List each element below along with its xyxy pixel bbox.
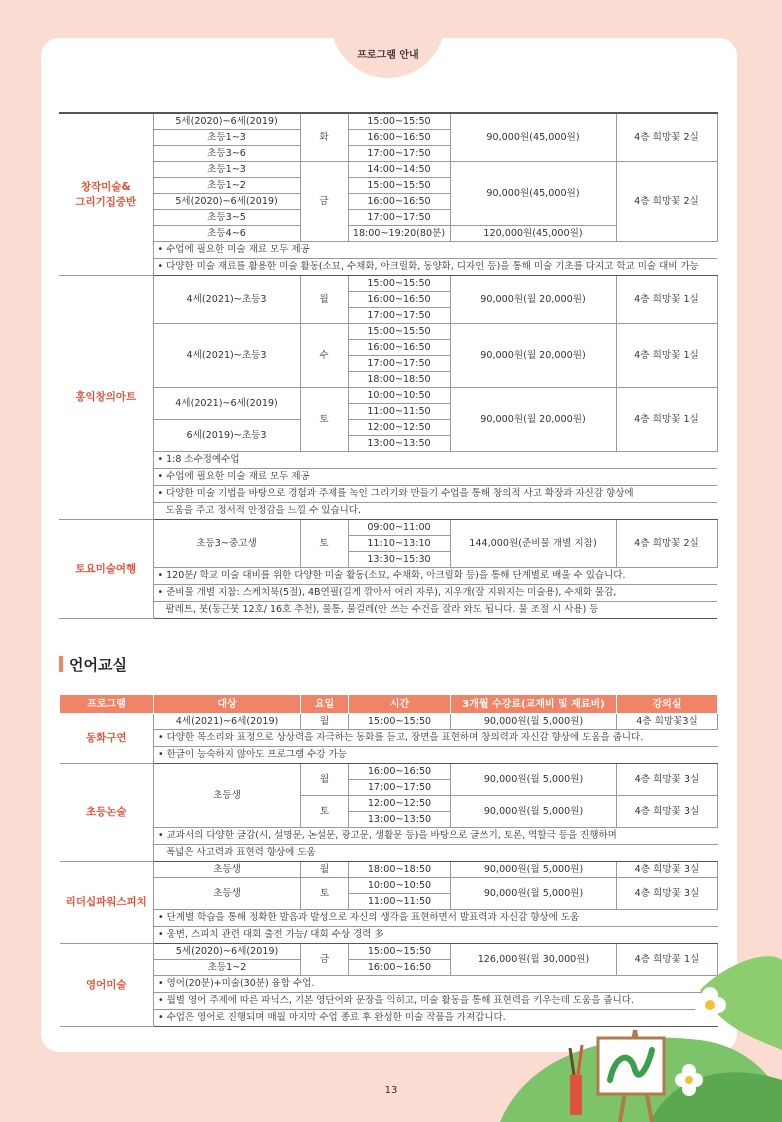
room-cell: 4층 희망꽃 3실 xyxy=(617,764,718,796)
target-cell: 4세(2021)~6세(2019) xyxy=(153,388,300,420)
room-cell: 4층 희망꽃 2실 xyxy=(616,520,717,568)
time-cell: 10:00~10:50 xyxy=(349,878,451,894)
room-cell: 4층 희망꽃 1실 xyxy=(616,324,717,388)
fee-cell: 90,000원(월 20,000원) xyxy=(450,388,616,452)
time-cell: 16:00~16:50 xyxy=(348,130,450,146)
target-cell: 초등1~2 xyxy=(153,178,300,194)
program-name: 창작미술& 그리기집중반 xyxy=(59,113,153,276)
room-cell: 4층 희망꽃 2실 xyxy=(616,162,717,242)
time-cell: 11:00~11:50 xyxy=(349,894,451,910)
day-cell: 토 xyxy=(300,388,348,452)
time-cell: 18:00~18:50 xyxy=(349,862,451,878)
note-line: • 단계별 학습을 통해 정확한 발음과 발성으로 자신의 생각을 표현하면서 발표력과 자신감 향상에 도움 xyxy=(154,910,718,927)
room-cell: 4층 희망꽃 3실 xyxy=(617,862,718,878)
time-cell: 17:00~17:50 xyxy=(348,308,450,324)
column-header: 프로그램 xyxy=(60,695,154,714)
target-cell: 6세(2019)~초등3 xyxy=(153,420,300,452)
fee-cell: 126,000원(월 30,000원) xyxy=(451,944,617,976)
time-cell: 15:00~15:50 xyxy=(348,276,450,292)
room-cell: 4층 희망꽃 1실 xyxy=(616,276,717,324)
time-cell: 16:00~16:50 xyxy=(348,292,450,308)
target-cell: 5세(2020)~6세(2019) xyxy=(153,194,300,210)
time-cell: 13:00~13:50 xyxy=(348,436,450,452)
time-cell: 16:00~16:50 xyxy=(348,340,450,356)
time-cell: 12:00~12:50 xyxy=(349,796,451,812)
fee-cell: 120,000원(45,000원) xyxy=(450,226,616,242)
time-cell: 11:10~13:10 xyxy=(348,536,450,552)
target-cell: 초등3~중고생 xyxy=(153,520,300,568)
fee-cell: 144,000원(준비물 개별 지참) xyxy=(450,520,616,568)
program-name: 리더십파워스피치 xyxy=(60,862,154,944)
day-cell: 월 xyxy=(301,714,349,730)
note-line: 팔레트, 붓(둥근붓 12호/ 16호 추천), 물통, 물걸레(안 쓰는 수건을 잘라 와도 됩니다. 물 조절 시 사용) 등 xyxy=(153,602,717,619)
program-name: 영어미술 xyxy=(60,944,154,1027)
room-cell: 4층 희망꽃 3실 xyxy=(617,796,718,828)
page-number: 13 xyxy=(384,1085,398,1096)
fee-cell: 90,000원(월 20,000원) xyxy=(450,276,616,324)
room-cell: 4층 희망꽃 1실 xyxy=(616,388,717,452)
day-cell: 금 xyxy=(301,944,349,976)
fee-cell: 90,000원(월 5,000원) xyxy=(451,862,617,878)
note-line: • 수업에 필요한 미술 재료 모두 제공 xyxy=(153,469,717,486)
note-line: • 월별 영어 주제에 따른 파닉스, 기본 영단어와 문장을 익히고, 미술 활동을 통해 표현력을 키우는데 도움을 줍니다. xyxy=(154,993,718,1010)
note-line: • 다양한 목소리와 표정으로 상상력을 자극하는 동화를 듣고, 장면을 표현하며 창의력과 자신감 향상에 도움을 줍니다. xyxy=(154,730,718,747)
time-cell: 14:00~14:50 xyxy=(348,162,450,178)
target-cell: 초등1~2 xyxy=(154,960,301,976)
fee-cell: 90,000원(월 5,000원) xyxy=(451,714,617,730)
note-line: • 다양한 미술 기법을 바탕으로 경험과 주제를 녹인 그리기와 만들기 수업을 통해 창의적 사고 확장과 자신감 향상에 xyxy=(153,486,717,503)
time-cell: 16:00~16:50 xyxy=(348,194,450,210)
program-name: 홍익창의아트 xyxy=(59,276,153,520)
day-cell: 토 xyxy=(301,878,349,910)
art-program-table xyxy=(59,112,718,619)
time-cell: 15:00~15:50 xyxy=(348,324,450,340)
column-header: 3개월 수강료(교재비 및 재료비) xyxy=(451,695,617,714)
column-header: 대상 xyxy=(154,695,301,714)
target-cell: 초등생 xyxy=(154,878,301,910)
target-cell: 4세(2021)~초등3 xyxy=(153,324,300,388)
target-cell: 초등생 xyxy=(154,862,301,878)
program-name: 초등논술 xyxy=(60,764,154,862)
day-cell: 월 xyxy=(301,862,349,878)
section-marker xyxy=(59,656,63,672)
note-line: • 웅변, 스피치 관련 대회 출전 가능/ 대회 수상 경력 多 xyxy=(154,927,718,944)
time-cell: 09:00~11:00 xyxy=(348,520,450,536)
target-cell: 초등생 xyxy=(154,764,301,828)
time-cell: 13:00~13:50 xyxy=(349,812,451,828)
room-cell: 4층 희망꽃 3실 xyxy=(617,878,718,910)
day-cell: 월 xyxy=(301,764,349,796)
page-header-title: 프로그램 안내 xyxy=(357,50,419,61)
day-cell: 토 xyxy=(301,796,349,828)
time-cell: 17:00~17:50 xyxy=(348,210,450,226)
time-cell: 10:00~10:50 xyxy=(348,388,450,404)
program-name: 동화구연 xyxy=(60,714,154,764)
target-cell: 초등1~3 xyxy=(153,130,300,146)
time-cell: 12:00~12:50 xyxy=(348,420,450,436)
target-cell: 4세(2021)~초등3 xyxy=(153,276,300,324)
day-cell: 월 xyxy=(300,276,348,324)
note-line: • 1:8 소수정예수업 xyxy=(153,452,717,469)
time-cell: 15:00~15:50 xyxy=(349,944,451,960)
day-cell: 토 xyxy=(300,520,348,568)
fee-cell: 90,000원(월 5,000원) xyxy=(451,796,617,828)
fee-cell: 90,000원(월 5,000원) xyxy=(451,878,617,910)
target-cell: 초등3~6 xyxy=(153,146,300,162)
time-cell: 16:00~16:50 xyxy=(349,960,451,976)
time-cell: 15:00~15:50 xyxy=(349,714,451,730)
target-cell: 초등1~3 xyxy=(153,162,300,178)
note-line: 폭넓은 사고력과 표현력 향상에 도움 xyxy=(154,845,718,862)
time-cell: 18:00~19:20(80분) xyxy=(348,226,450,242)
time-cell: 17:00~17:50 xyxy=(348,356,450,372)
note-line: • 영어(20분)+미술(30분) 융합 수업. xyxy=(154,976,718,993)
time-cell: 11:00~11:50 xyxy=(348,404,450,420)
day-cell: 금 xyxy=(300,162,348,242)
fee-cell: 90,000원(45,000원) xyxy=(450,162,616,226)
note-line: • 수업에 필요한 미술 재료 모두 제공 xyxy=(153,242,717,259)
program-name: 토요미술여행 xyxy=(59,520,153,619)
note-line: • 120분/ 학교 미술 대비를 위한 다양한 미술 활동(소묘, 수채화, 아크릴화 등)을 통해 단계별로 배울 수 있습니다. xyxy=(153,568,717,585)
day-cell: 화 xyxy=(300,113,348,162)
note-line: • 교과서의 다양한 글감(시, 설명문, 논설문, 광고문, 생활문 등)을 바탕으로 글쓰기, 토론, 역할극 등을 진행하며 xyxy=(154,828,718,845)
room-cell: 4층 희망꽃 2실 xyxy=(616,113,717,162)
column-header: 시간 xyxy=(349,695,451,714)
note-line: • 준비물 개별 지참: 스케치북(5절), 4B연필(길게 깎아서 여러 자루), 지우개(잘 지워지는 미술용), 수채화 물감, xyxy=(153,585,717,602)
target-cell: 초등3~5 xyxy=(153,210,300,226)
time-cell: 15:00~15:50 xyxy=(348,113,450,130)
fee-cell: 90,000원(45,000원) xyxy=(450,113,616,162)
time-cell: 17:00~17:50 xyxy=(348,146,450,162)
target-cell: 4세(2021)~6세(2019) xyxy=(154,714,301,730)
fee-cell: 90,000원(월 20,000원) xyxy=(450,324,616,388)
time-cell: 18:00~18:50 xyxy=(348,372,450,388)
target-cell: 5세(2020)~6세(2019) xyxy=(153,113,300,130)
time-cell: 15:00~15:50 xyxy=(348,178,450,194)
room-cell: 4층 희망꽃 1실 xyxy=(617,944,718,976)
room-cell: 4층 희망꽃3실 xyxy=(617,714,718,730)
time-cell: 17:00~17:50 xyxy=(349,780,451,796)
note-line: • 수업은 영어로 진행되며 매월 마지막 수업 종료 후 완성한 미술 작품을 가져갑니다. xyxy=(154,1010,718,1027)
column-header: 요일 xyxy=(301,695,349,714)
section-title: 언어교실 xyxy=(59,654,127,675)
note-line: 도움을 주고 정서적 안정감을 느낄 수 있습니다. xyxy=(153,503,717,520)
fee-cell: 90,000원(월 5,000원) xyxy=(451,764,617,796)
note-line: • 한글이 능숙하지 않아도 프로그램 수강 가능 xyxy=(154,747,718,764)
time-cell: 16:00~16:50 xyxy=(349,764,451,780)
day-cell: 수 xyxy=(300,324,348,388)
time-cell: 13:30~15:30 xyxy=(348,552,450,568)
note-line: • 다양한 미술 재료를 활용한 미술 활동(소묘, 수채화, 아크릴화, 동양화, 디자인 등)을 통해 미술 기초를 다지고 학교 미술 대비 가능 xyxy=(153,259,717,276)
target-cell: 초등4~6 xyxy=(153,226,300,242)
column-header: 강의실 xyxy=(617,695,718,714)
target-cell: 5세(2020)~6세(2019) xyxy=(154,944,301,960)
